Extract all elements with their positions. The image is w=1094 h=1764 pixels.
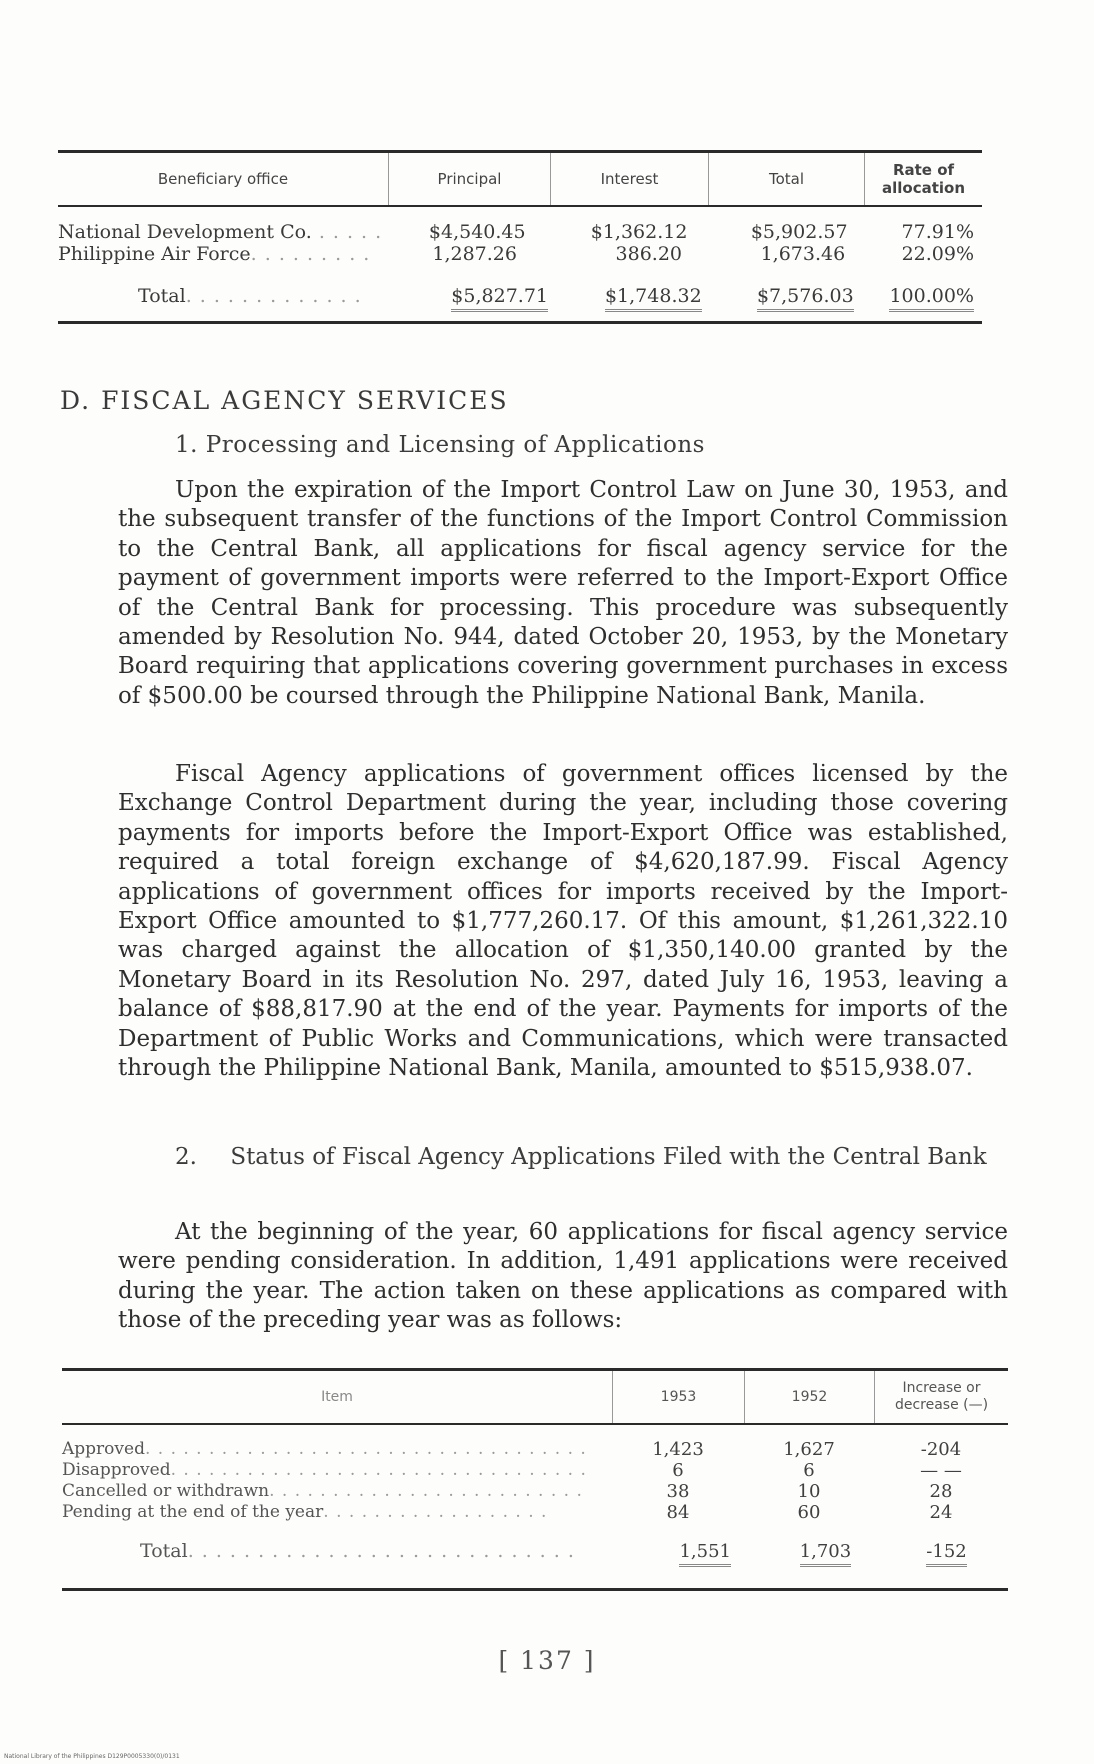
allocation-table (58, 150, 982, 324)
total-1952: 1,703 (766, 1541, 885, 1562)
total-label: Total. . . . . . . . . . . . . (138, 285, 362, 307)
row-item: Approved. . . . . . . . . . . . . . . . . . . . . . . . . . . . . . . . . . . (62, 1439, 587, 1459)
header-1952: 1952 (744, 1371, 874, 1423)
table-row (58, 243, 982, 265)
row-change: — — (920, 1460, 962, 1481)
row-1953: 6 (672, 1460, 684, 1481)
row-item: Cancelled or withdrawn. . . . . . . . . . . . . . . . . . . . . . . . . (62, 1481, 583, 1501)
row-1953: 38 (666, 1481, 690, 1502)
total-1953: 1,551 (645, 1541, 766, 1562)
footer-credit: National Library of the Philippines D129P0005330(0)/0131 (4, 1753, 180, 1760)
paragraph-import-control: Upon the expiration of the Import Control Law on June 30, 1953, and the subsequent transfer of the functions of the Import Control Commission to the Central Bank, all applications for fiscal agency service for the payment of government imports were referred to the Import-Export Office of the Central Bank for processing. This procedure was subsequently amended by Resolution No. 944, dated October 20, 1953, by the Monetary Board requiring that applications covering government purchases in excess of $500.00 be coursed through the Philippine National Bank, Manila. (118, 477, 1008, 709)
section-title: FISCAL AGENCY SERVICES (101, 386, 509, 415)
row-1952: 60 (797, 1502, 821, 1523)
header-increase-decrease: Increase or decrease (—) (874, 1371, 1008, 1423)
status-table (62, 1368, 1008, 1591)
table-bottom-rule (58, 321, 982, 324)
header-item: Item (321, 1389, 353, 1405)
total-interest: $1,748.32 (570, 285, 724, 307)
row-1952: 6 (803, 1460, 815, 1481)
row-1952: 10 (797, 1481, 821, 1502)
row-1953: 1,423 (652, 1439, 704, 1460)
row-item: Disapproved. . . . . . . . . . . . . . . . . . . . . . . . . . . . . . . . . (62, 1460, 587, 1480)
total-rate: 100.00% (876, 285, 982, 307)
header-interest: Interest (550, 153, 708, 205)
table-row (62, 1502, 1008, 1523)
table-body (62, 1425, 1008, 1562)
table-total-row (62, 1541, 1008, 1562)
row-total: 1,673.46 (760, 243, 846, 265)
table-header (62, 1371, 1008, 1425)
row-principal: 1,287.26 (432, 243, 517, 265)
subheading-processing (175, 432, 705, 458)
paragraph-fiscal-agency: Fiscal Agency applications of government offices licensed by the Exchange Control Department during the year, including those covering payments for imports before the Import-Export Office was established, required a total foreign exchange of $4,620,187.99. Fiscal Agency applications of government offices for imports received by the Import-Export Office amounted to $1,777,260.17. Of this amount, $1,261,322.10 was charged against the allocation of $1,350,140.00 granted by the Monetary Board in its Resolution No. 297, dated July 16, 1953, leaving a balance of $88,817.90 at the end of the year. Payments for imports of the Department of Public Works and Communications, which were transacted through the Philippine National Bank, Manila, amounted to $515,938.07. (118, 761, 1008, 1082)
table-row (62, 1481, 1008, 1502)
subheading-number: 1. (175, 432, 198, 458)
row-change: 28 (929, 1481, 953, 1502)
row-office: Philippine Air Force. . . . . . . . . (58, 243, 371, 265)
section-letter: D. (60, 386, 92, 415)
subheading-title: Processing and Licensing of Applications (205, 432, 705, 458)
table-row (58, 221, 982, 243)
table-row (62, 1439, 1008, 1460)
subheading-title: Status of Fiscal Agency Applications Filed with the Central Bank (230, 1144, 987, 1170)
subheading-number: 2. (175, 1144, 197, 1170)
row-office: National Development Co. . . . . . (58, 221, 383, 243)
row-1953: 84 (666, 1502, 690, 1523)
paragraph-applications-pending: At the beginning of the year, 60 applications for fiscal agency service were pending consideration. In addition, 1,491 applications were received during the year. The action taken on these applications as compared with those of the preceding year was as follows: (118, 1219, 1008, 1334)
row-interest: 386.20 (615, 243, 682, 265)
total-label: Total. . . . . . . . . . . . . . . . . . . . . . . . . . . . (140, 1540, 575, 1562)
row-1952: 1,627 (783, 1439, 835, 1460)
header-total: Total (708, 153, 864, 205)
header-rate-of-allocation: Rate of allocation (864, 153, 982, 205)
row-item: Pending at the end of the year. . . . . . . . . . . . . . . . . . (62, 1502, 548, 1522)
row-change: 24 (929, 1502, 953, 1523)
total-principal: $5,827.71 (413, 285, 570, 307)
table-total-row (58, 277, 982, 307)
total-total: $7,576.03 (724, 285, 876, 307)
subheading-status (175, 1142, 1015, 1172)
table-body (58, 207, 982, 307)
page-number: [ 137 ] (498, 1646, 596, 1675)
section-heading (60, 386, 509, 415)
header-1953: 1953 (612, 1371, 744, 1423)
row-rate: 22.09% (901, 243, 975, 265)
row-change: -204 (920, 1439, 962, 1460)
row-rate: 77.91% (901, 221, 974, 243)
row-principal: $4,540.45 (428, 221, 526, 243)
header-principal: Principal (388, 153, 550, 205)
total-change: -152 (885, 1541, 1008, 1562)
table-bottom-rule (62, 1588, 1008, 1591)
header-beneficiary-office: Beneficiary office (157, 170, 289, 188)
table-header (58, 153, 982, 207)
row-total: $5,902.57 (750, 221, 848, 243)
table-row (62, 1460, 1008, 1481)
row-interest: $1,362.12 (590, 221, 688, 243)
